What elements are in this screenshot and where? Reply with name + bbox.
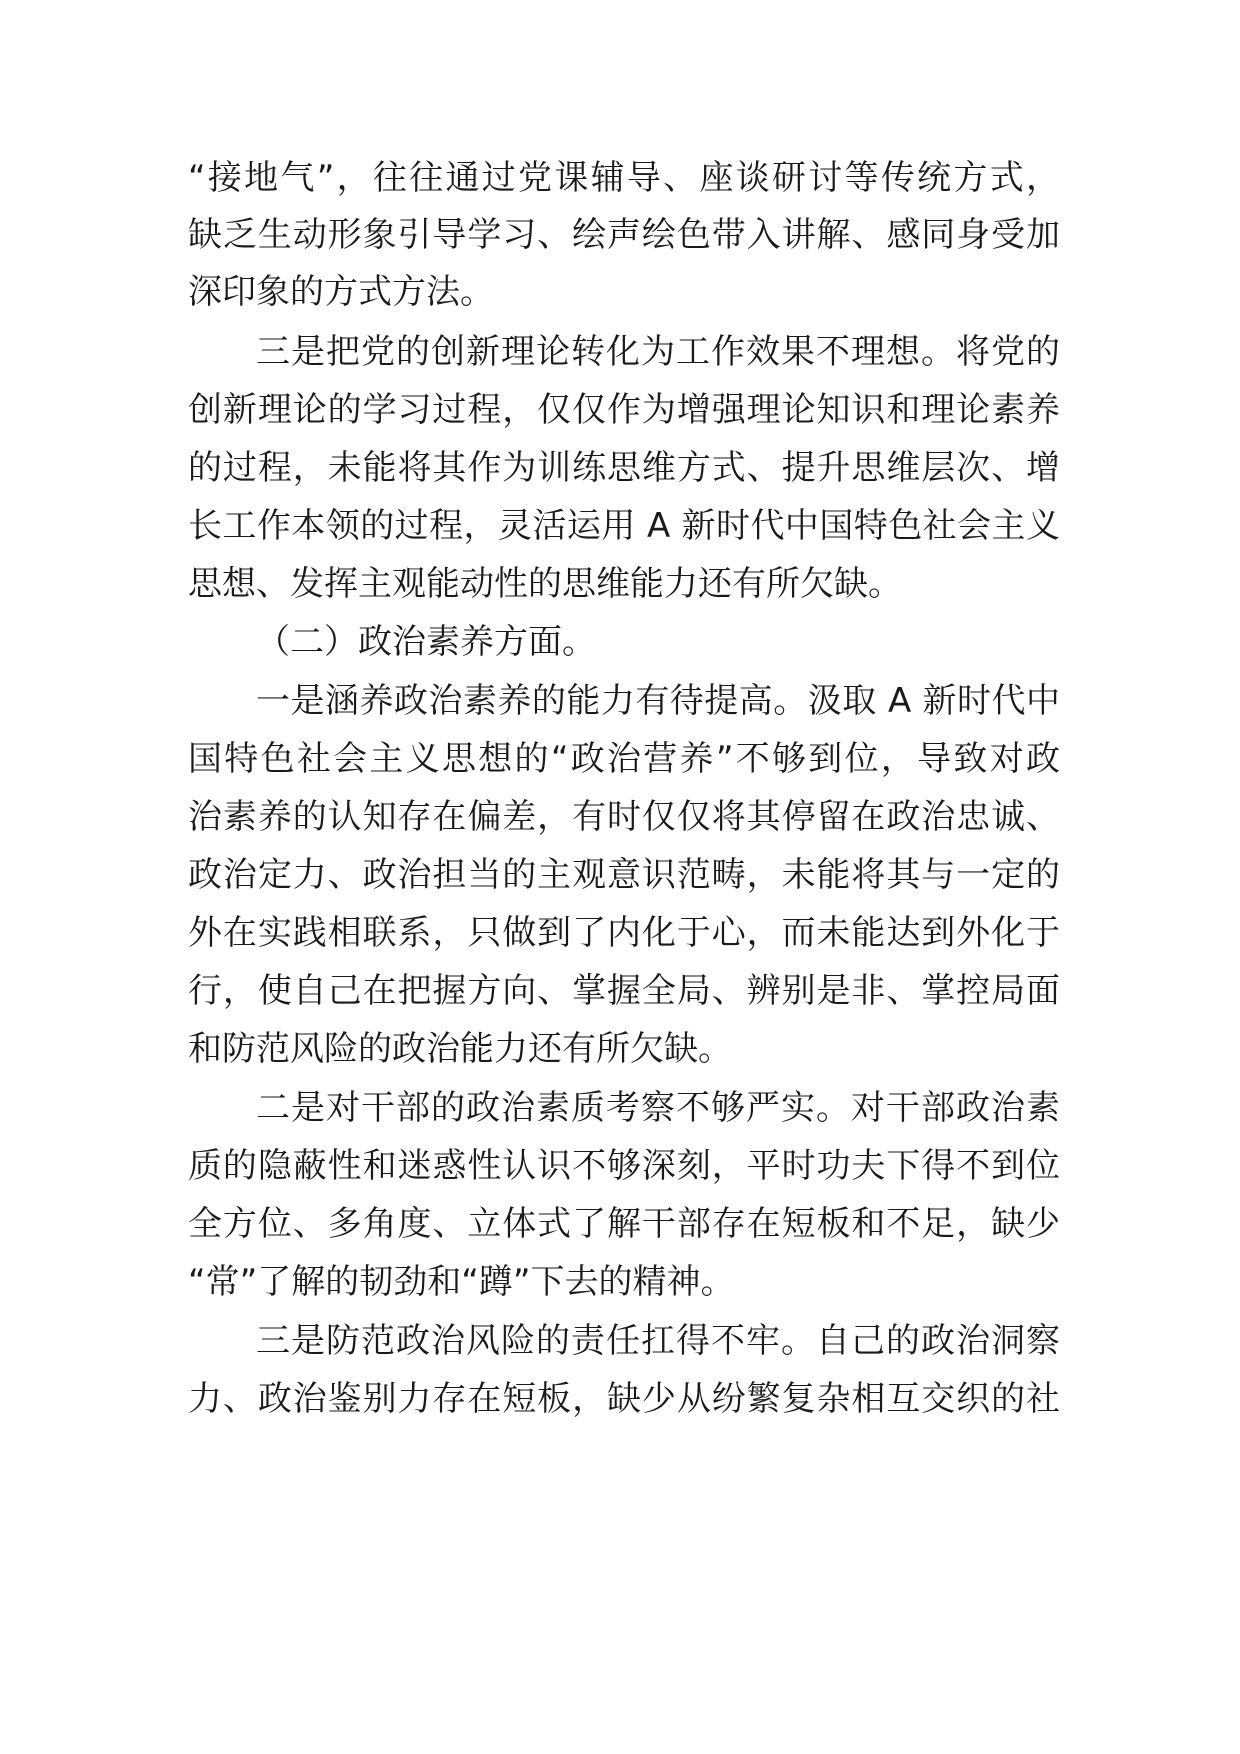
text-line: 质的隐蔽性和迷惑性认识不够深刻，平时功夫下得不到位 (188, 1146, 1060, 1186)
text-line: 和防范风险的政治能力还有所欠缺。 (188, 1029, 732, 1069)
text-line: 国特色社会主义思想的“政治营养”不够到位，导致对政 (188, 739, 1060, 779)
text-line: 三是把党的创新理论转化为工作效果不理想。将党的 (256, 332, 1060, 372)
text-line: 创新理论的学习过程，仅仅作为增强理论知识和理论素养 (188, 390, 1060, 430)
text-line: 缺乏生动形象引导学习、绘声绘色带入讲解、感同身受加 (188, 215, 1060, 255)
text-line: 外在实践相联系，只做到了内化于心，而未能达到外化于 (188, 913, 1060, 953)
text-line: 力、政治鉴别力存在短板，缺少从纷繁复杂相互交织的社 (188, 1379, 1060, 1419)
text-line: 思想、发挥主观能动性的思维能力还有所欠缺。 (188, 564, 902, 604)
text-line: 治素养的认知存在偏差，有时仅仅将其停留在政治忠诚、 (188, 797, 1060, 837)
text-line: 政治定力、政治担当的主观意识范畴，未能将其与一定的 (188, 855, 1060, 895)
text-line: （二）政治素养方面。 (256, 622, 596, 662)
text-line: 三是防范政治风险的责任扛得不牢。自己的政治洞察 (256, 1321, 1060, 1361)
text-line: 的过程，未能将其作为训练思维方式、提升思维层次、增 (188, 448, 1060, 488)
text-line: “接地气”，往往通过党课辅导、座谈研讨等传统方式， (188, 158, 1060, 198)
text-line: 一是涵养政治素养的能力有待提高。汲取 A 新时代中 (256, 681, 1060, 721)
text-line: 长工作本领的过程，灵活运用 A 新时代中国特色社会主义 (188, 506, 1060, 546)
text-line: 深印象的方式方法。 (188, 272, 494, 312)
text-line: 行，使自己在把握方向、掌握全局、辨别是非、掌控局面 (188, 971, 1060, 1011)
text-line: 全方位、多角度、立体式了解干部存在短板和不足，缺少 (188, 1204, 1060, 1244)
text-line: 二是对干部的政治素质考察不够严实。对干部政治素 (256, 1088, 1060, 1128)
text-line: “常”了解的韧劲和“蹲”下去的精神。 (188, 1262, 735, 1302)
